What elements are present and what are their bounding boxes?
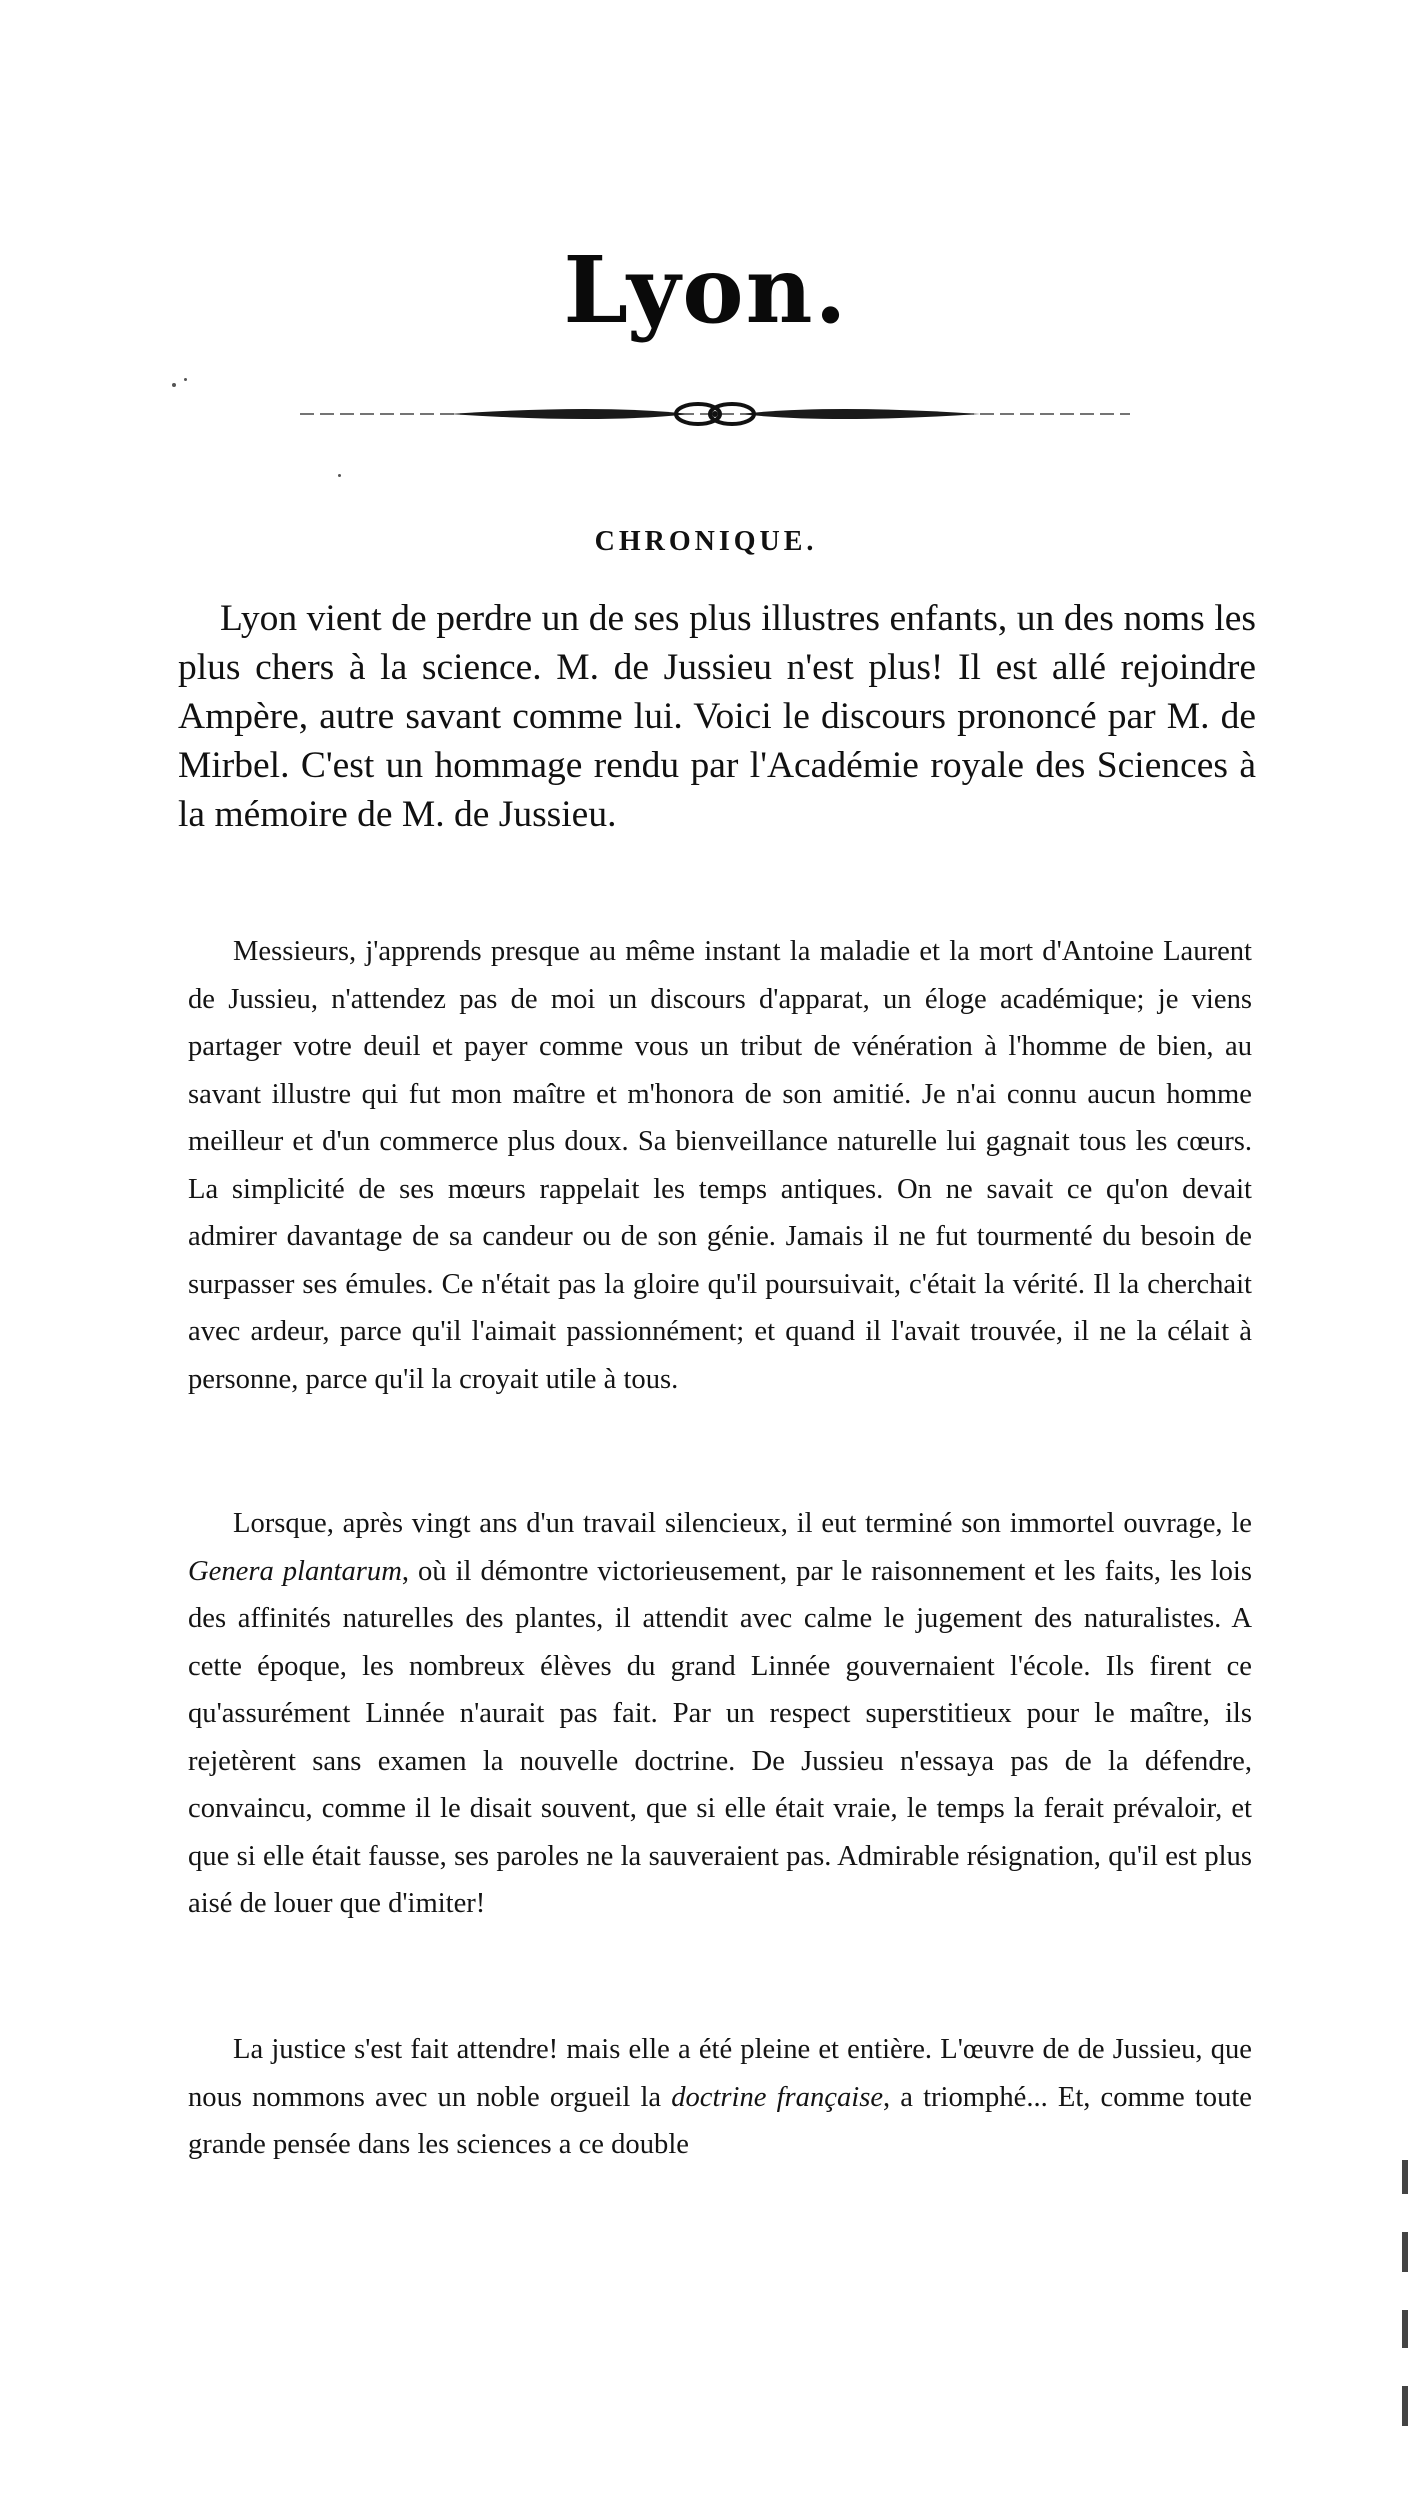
page-edge-mark: [1402, 2386, 1408, 2426]
section-heading: CHRONIQUE.: [594, 526, 818, 557]
ornamental-divider: [300, 392, 1130, 436]
print-speck: [338, 474, 341, 477]
page-edge-mark: [1402, 2160, 1408, 2194]
print-speck: [184, 378, 187, 381]
body-paragraph-3: [188, 2026, 1252, 2169]
paragraph-text: , a triomphé... Et, comme toute grande pensée dans les sciences a ce double: [188, 2081, 1252, 2160]
body-paragraph-2: [188, 1500, 1252, 1928]
page-edge-mark: [1402, 2310, 1408, 2348]
page-edge-mark: [1402, 2232, 1408, 2272]
page-title: Lyon.: [563, 236, 849, 344]
paragraph-text: , où il démontre victorieusement, par le raisonnement et les faits, les lois des affinités naturelles des plantes, il attendit avec calme le jugement des naturalistes. A cette époque, les nombreux élèves du grand Linnée gouvernaient l'école. Ils firent ce qu'assurément Linnée n'aurait pas fait. Par un respect superstitieux pour le maître, ils rejetèrent sans examen la nouvelle doctrine. De Jussieu n'essaya pas de la défendre, convaincu, comme il le disait souvent, que si elle était vraie, le temps la ferait prévaloir, et que si elle était fausse, ses paroles ne la sauveraient pas. Admirable résignation, qu'il est plus aisé de louer que d'imiter!: [188, 1555, 1252, 1919]
print-speck: [172, 383, 176, 387]
paragraph-text: Lorsque, après vingt ans d'un travail silencieux, il eut terminé son immortel ouvrage, le: [233, 1508, 1252, 1539]
emphasis-text: doctrine française: [671, 2081, 884, 2113]
intro-paragraph: Lyon vient de perdre un de ses plus illustres enfants, un des noms les plus chers à la science. M. de Jussieu n'est plus! Il est allé rejoindre Ampère, autre savant comme lui. Voici le discours prononcé par M. de Mirbel. C'est un hommage rendu par l'Académie royale des Sciences à la mémoire de M. de Jussieu.: [178, 598, 1256, 835]
body-paragraph-1: Messieurs, j'apprends presque au même instant la maladie et la mort d'Antoine Laurent de Jussieu, n'attendez pas de moi un discours d'apparat, un éloge académique; je viens partager votre deuil et payer comme vous un tribut de vénération à l'homme de bien, au savant illustre qui fut mon maître et m'honora de son amitié. Je n'ai connu aucun homme meilleur et d'un commerce plus doux. Sa bienveillance naturelle lui gagnait tous les cœurs. La simplicité de ses mœurs rappelait les temps antiques. On ne savait ce qu'on devait admirer davantage de sa candeur ou de son génie. Jamais il ne fut tourmenté du besoin de surpasser ses émules. Ce n'était pas la gloire qu'il poursuivait, c'était la vérité. Il la cherchait avec ardeur, parce qu'il l'aimait passionnément; et quand il l'avait trouvée, il ne la célait à personne, parce qu'il la croyait utile à tous.: [188, 936, 1252, 1395]
paragraph-text: La justice s'est fait attendre! mais elle a été pleine et entière. L'œuvre de de Jussieu, que nous nommons avec un noble orgueil la: [188, 2034, 1252, 2113]
emphasis-text: Genera plantarum: [188, 1555, 402, 1587]
